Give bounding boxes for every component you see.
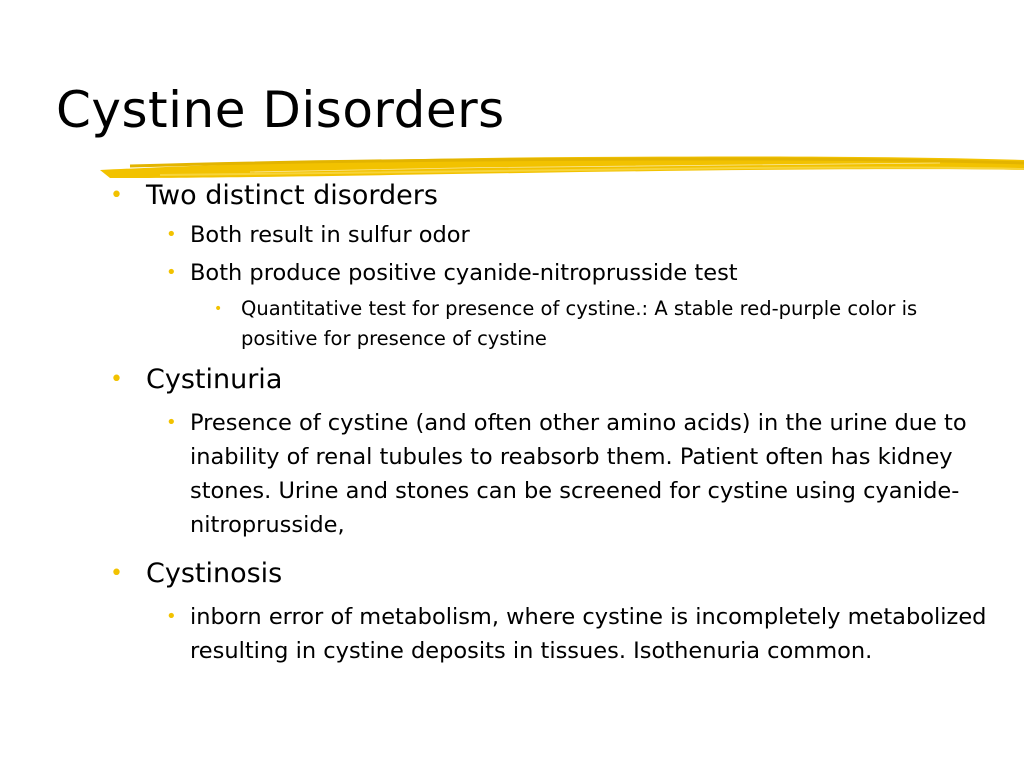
bullet-dot-icon: • [166, 262, 177, 283]
bullet-dot-icon: • [166, 412, 177, 433]
bullet-text: Cystinuria [146, 364, 283, 395]
bullet-dot-icon: • [166, 606, 177, 627]
bullet-cystinosis [110, 556, 990, 592]
bullet-nitroprusside-test [110, 256, 990, 290]
bullet-dot-icon: • [110, 561, 123, 586]
bullet-sulfur-odor [110, 218, 990, 252]
bullet-cystinosis-description [110, 600, 990, 668]
bullet-text: Cystinosis [146, 558, 283, 589]
slide-title: Cystine Disorders [56, 81, 505, 139]
bullet-cystinuria-description [110, 406, 990, 542]
bullet-text: Both result in sulfur odor [190, 222, 470, 248]
bullet-text: Quantitative test for presence of cystine.: A stable red-purple color is positive for presence of cystine [241, 297, 918, 350]
bullet-cystinuria [110, 362, 990, 398]
bullet-dot-icon: • [166, 224, 177, 245]
bullet-quantitative-test [110, 294, 990, 354]
bullet-dot-icon: • [214, 301, 223, 317]
slide-content [110, 178, 990, 668]
bullet-dot-icon: • [110, 367, 123, 392]
bullet-dot-icon: • [110, 183, 123, 208]
bullet-text: Presence of cystine (and often other amino acids) in the urine due to inability of renal tubules to reabsorb them. Patient often has kidney stones. Urine and stones can be screened for cystine using cyanide-nitroprusside, [190, 410, 967, 538]
bullet-two-distinct-disorders [110, 178, 990, 214]
bullet-text: Two distinct disorders [146, 180, 438, 211]
bullet-text: inborn error of metabolism, where cystine is incompletely metabolized resulting in cystine deposits in tissues. Isothenuria common. [190, 604, 987, 664]
bullet-text: Both produce positive cyanide-nitroprusside test [190, 260, 738, 286]
